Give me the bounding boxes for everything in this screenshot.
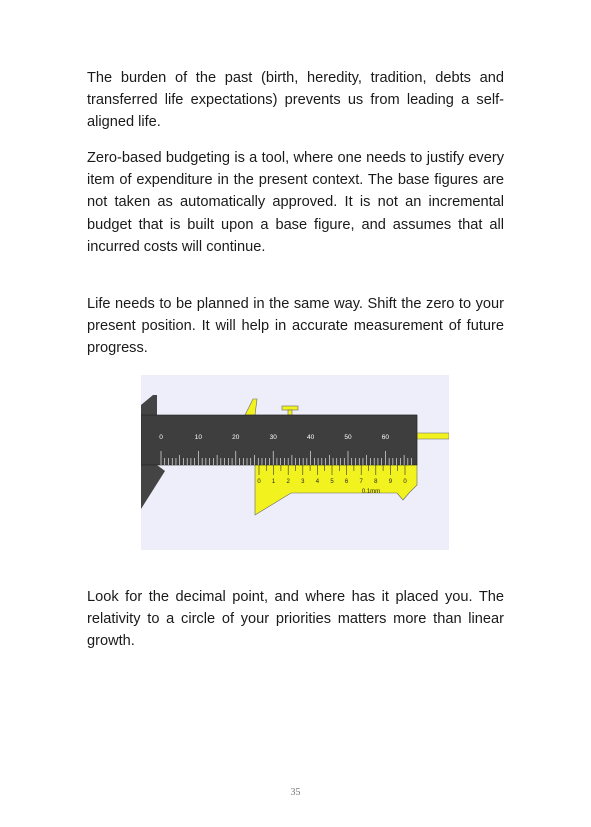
vernier-scale-label: 3 (301, 479, 305, 485)
main-scale-label: 30 (269, 434, 277, 441)
paragraph-plan-life: Life needs to be planned in the same way. Shift the zero to your present position. It will help in accurate measurement of future progress. (87, 296, 504, 357)
page-number: 35 (290, 787, 301, 798)
thumb-screw-stem (288, 410, 292, 415)
vernier-caliper-illustration (141, 375, 449, 550)
depth-rod (417, 433, 449, 439)
main-scale-label: 50 (344, 434, 352, 441)
vernier-scale-label: 8 (374, 479, 378, 485)
vernier-unit-label: 0.1mm (361, 489, 381, 495)
main-scale-label: 20 (232, 434, 240, 441)
paragraph-burden-of-past: The burden of the past (birth, heredity, tradition, debts and transferred life expectations) prevents us from leading a self-aligned life. (87, 70, 504, 131)
vernier-scale-label: 0 (403, 479, 407, 485)
paragraph-decimal-point: Look for the decimal point, and where has it placed you. The relativity to a circle of your priorities matters more than linear growth. (87, 589, 504, 650)
main-scale-label: 40 (306, 434, 315, 441)
fixed-upper-jaw (141, 395, 157, 415)
vernier-scale-label: 2 (286, 479, 290, 485)
vernier-caliper-drawing (141, 375, 449, 550)
vernier-scale-label: 5 (330, 479, 334, 485)
vernier-scale-label: 1 (271, 479, 276, 485)
main-scale-label: 60 (381, 434, 390, 441)
vernier-scale-label: 4 (315, 479, 320, 485)
main-scale-bar (141, 415, 417, 465)
main-scale-label: 0 (159, 434, 163, 441)
thumb-screw-head (282, 406, 298, 410)
vernier-upper-jaw (245, 399, 257, 415)
main-scale-label: 10 (194, 434, 203, 441)
vernier-scale-label: 0 (257, 479, 261, 485)
vernier-scale-label: 9 (388, 479, 393, 485)
vernier-scale-label: 7 (359, 479, 363, 485)
paragraph-zero-based-budgeting: Zero-based budgeting is a tool, where one needs to justify every item of expenditure in the present context. The base figures are not taken as automatically approved. It is not an incremental budget that is built upon a base figure, and assumes that all incurred costs will continue. (87, 150, 504, 255)
vernier-scale-label: 6 (344, 479, 349, 485)
